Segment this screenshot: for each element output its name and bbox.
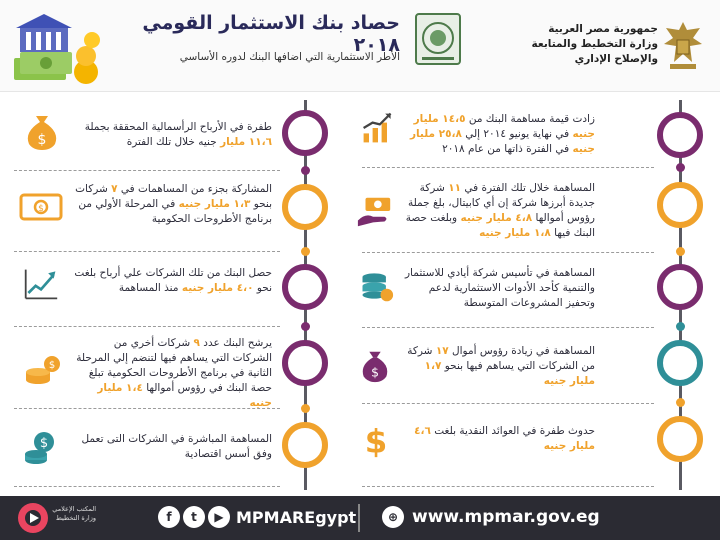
moneybag-icon <box>356 346 394 384</box>
left-dot-2 <box>301 247 310 256</box>
facebook-icon[interactable]: f <box>158 506 180 528</box>
left-ring-1 <box>282 110 328 156</box>
right-item-1-text: زادت قيمة مساهمة البنك من ١٤،٥ مليار جنيه في نهاية يونيو ٢٠١٤ إلي ٢٥،٨ مليار جنيه في الفترة ذاتها من عام ٢٠١٨ <box>409 113 595 155</box>
globe-icon: ⊕ <box>382 506 404 528</box>
left-separator-5 <box>14 486 280 487</box>
social-handle[interactable]: MPMAREgypt <box>236 508 357 527</box>
right-dot-4 <box>676 398 685 407</box>
right-item-2-text: المساهمة خلال تلك الفترة في ١١ شركة جديدة أبرزها شركة إن أي كابيتال، بلغ جملة رؤوس أموالها ٤،٨ مليار جنيه وبلغت حصة البنك فيها ١،٨ مليار جنيه <box>405 182 595 239</box>
left-item-4-text: يرشح البنك عدد ٩ شركات أخري من الشركات التي يساهم فيها لتنضم إلي المرحلة الثانية في برنامج الأطروحات الحكومية تبلغ حصة البنك في رؤوس أموالها ١،٤ مليار جنيه <box>76 337 272 409</box>
left-item-2-text: المشاركة بجزء من المساهمات في ٧ شركات بنحو ١،٣ مليار جنيه في المرحلة الأولي من برنامج الأطروحات الحكومية <box>75 183 272 225</box>
ministry-line-2: وزارة التخطيط والمتابعة <box>531 38 658 50</box>
left-ring-5 <box>282 422 328 468</box>
bank-seal-icon <box>414 12 462 66</box>
banknote-icon <box>18 192 64 222</box>
left-dot-1 <box>301 166 310 175</box>
money-hand-icon <box>356 192 394 230</box>
right-dot-1 <box>676 163 685 172</box>
youtube-icon[interactable]: ▶ <box>208 506 230 528</box>
play-logo-icon <box>18 503 48 533</box>
svg-text:$: $ <box>371 365 379 380</box>
right-ring-2 <box>657 182 703 228</box>
right-separator-5 <box>362 486 654 487</box>
left-item-5-text: المساهمة المباشرة في الشركات التى تعمل وفق أسس اقتصادية <box>81 433 272 460</box>
right-ring-4 <box>657 340 703 386</box>
left-ring-3 <box>282 264 328 310</box>
ministry-line-3: والإصلاح الإداري <box>574 53 658 65</box>
right-item-3-text: المساهمة في تأسيس شركة أيادي للاستثمار والتنمية كأحد الأدوات الاستثمارية لدعم وتحفيز المشروعات المتوسطة <box>404 267 595 309</box>
page-title: حصاد بنك الاستثمار القومي ٢٠١٨ <box>142 12 400 56</box>
dollar-sign-icon <box>358 420 394 460</box>
left-dot-4 <box>301 404 310 413</box>
page-subtitle: الأطر الاستثمارية التي اضافها البنك لدوره الأساسي <box>179 51 400 63</box>
ministry-line-1: جمهورية مصر العربية <box>548 23 658 35</box>
coins-icon <box>22 350 62 390</box>
right-ring-1 <box>657 112 703 158</box>
svg-text:$: $ <box>39 436 49 451</box>
dollar-coins-icon <box>22 428 62 468</box>
svg-text:$: $ <box>37 132 47 148</box>
website-link[interactable]: www.mpmar.gov.eg <box>412 507 600 527</box>
right-separator-2 <box>362 252 654 253</box>
ministry-name <box>520 22 658 67</box>
bank-money-illustration <box>6 6 106 88</box>
left-separator-3 <box>14 326 280 327</box>
left-separator-2 <box>14 251 280 252</box>
left-item-1-text: طفرة في الأرباح الرأسمالية المحققة بجملة ١١،٦ مليار جنيه خلال تلك الفترة <box>84 121 272 148</box>
right-separator-3 <box>362 327 654 328</box>
svg-text:$: $ <box>48 360 56 371</box>
right-separator-4 <box>362 403 654 404</box>
right-dot-3 <box>676 322 685 331</box>
header <box>0 0 720 92</box>
right-dot-2 <box>676 247 685 256</box>
right-item-4-text: المساهمة في زيادة رؤوس أموال ١٧ شركة من الشركات التي يساهم فيها بنحو ١،٧ مليار جنيه <box>407 345 595 387</box>
media-office-label: المكتب الإعلامي وزارة التخطيط <box>52 505 96 522</box>
right-ring-5 <box>657 416 703 462</box>
right-item-5-text: حدوث طفرة في العوائد النقدية بلغت ٤،٦ مليار جنيه <box>414 425 595 452</box>
left-dot-3 <box>301 322 310 331</box>
left-ring-2 <box>282 184 328 230</box>
twitter-icon[interactable]: t <box>183 506 205 528</box>
trend-up-icon <box>22 266 60 302</box>
svg-text:$: $ <box>38 204 44 214</box>
eagle-emblem-icon <box>660 18 706 72</box>
moneybag-icon <box>22 112 62 152</box>
left-item-3-text: حصل البنك من تلك الشركات علي أرباح بلغت نحو ٤،٠ مليار جنيه منذ المساهمة <box>74 267 272 294</box>
right-separator-1 <box>362 167 654 168</box>
footer <box>0 496 720 540</box>
left-separator-4 <box>14 408 280 409</box>
left-ring-4 <box>282 340 328 386</box>
svg-text:$: $ <box>364 422 388 460</box>
growth-chart-icon <box>360 110 396 146</box>
coin-stack-icon <box>358 268 394 304</box>
right-ring-3 <box>657 264 703 310</box>
footer-divider <box>358 504 360 532</box>
left-separator-1 <box>14 170 280 171</box>
media-office-logo <box>18 503 48 533</box>
